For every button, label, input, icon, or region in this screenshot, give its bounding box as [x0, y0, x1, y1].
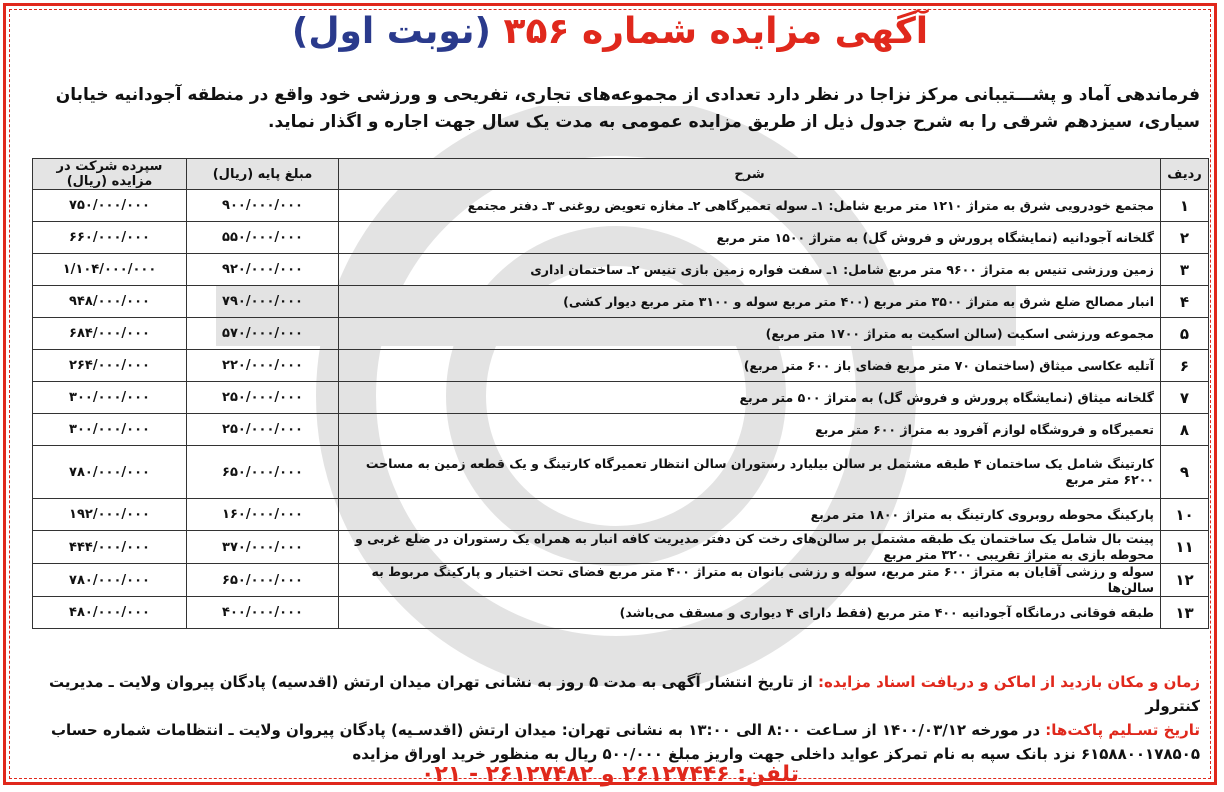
- table-row: [33, 382, 1209, 414]
- description-cell: مجتمع خودرویی شرق به متراژ ۱۲۱۰ متر مربع شامل: ۱ـ سوله تعمیرگاهی ۲ـ مغازه تعویض روغنی ۳ـ دفتر مجتمع: [339, 190, 1161, 222]
- table-row: [33, 254, 1209, 286]
- deposit-cell: ۴۴۴/۰۰۰/۰۰۰: [33, 531, 187, 564]
- phone-number: تلفن: ۲۶۱۲۷۴۴۶ و ۲۶۱۲۷۴۸۲ - ۰۲۱: [421, 762, 799, 787]
- deposit-cell: ۷۸۰/۰۰۰/۰۰۰: [33, 564, 187, 597]
- deposit-cell: ۹۴۸/۰۰۰/۰۰۰: [33, 286, 187, 318]
- description-cell: تعمیرگاه و فروشگاه لوازم آفرود به متراژ ۶۰۰ متر مربع: [339, 414, 1161, 446]
- table-header-row: [33, 159, 1209, 190]
- title-round: (نوبت اول): [291, 11, 491, 52]
- row-number-cell: ۸: [1161, 414, 1209, 446]
- deposit-cell: ۷۸۰/۰۰۰/۰۰۰: [33, 446, 187, 499]
- base-price-cell: ۹۰۰/۰۰۰/۰۰۰: [187, 190, 339, 222]
- base-price-cell: ۲۲۰/۰۰۰/۰۰۰: [187, 350, 339, 382]
- intro-text: در نظر دارد تعدادی از مجموعه‌های تجاری، تفریحی و ورزشی خود واقع در منطقه آجودانیه خیابان سیاری، سیزدهم شرقی را به شرح جدول ذیل از طریق مزایده عمومی به مدت یک سال جهت اجاره و اگذار نماید.: [55, 85, 1200, 132]
- description-cell: انبار مصالح ضلع شرق به متراژ ۳۵۰۰ متر مربع (۴۰۰ متر مربع سوله و ۳۱۰۰ متر مربع دیوار کشی): [339, 286, 1161, 318]
- base-price-cell: ۶۵۰/۰۰۰/۰۰۰: [187, 564, 339, 597]
- visit-text: از تاریخ انتشار آگهی به مدت ۵ روز به نشانی تهران میدان ارتش (اقدسیه) پادگان پیروان ولایت ـ مدیریت کنترولر: [48, 673, 1200, 715]
- base-price-cell: ۵۵۰/۰۰۰/۰۰۰: [187, 222, 339, 254]
- base-price-cell: ۲۵۰/۰۰۰/۰۰۰: [187, 414, 339, 446]
- table-row: [33, 286, 1209, 318]
- table-row: [33, 222, 1209, 254]
- row-number-cell: ۲: [1161, 222, 1209, 254]
- table-row: [33, 499, 1209, 531]
- base-price-cell: ۱۶۰/۰۰۰/۰۰۰: [187, 499, 339, 531]
- header-description: شرح: [339, 159, 1161, 190]
- deposit-cell: ۱۹۲/۰۰۰/۰۰۰: [33, 499, 187, 531]
- base-price-cell: ۵۷۰/۰۰۰/۰۰۰: [187, 318, 339, 350]
- deposit-cell: ۳۰۰/۰۰۰/۰۰۰: [33, 414, 187, 446]
- base-price-cell: ۴۰۰/۰۰۰/۰۰۰: [187, 597, 339, 629]
- table-row: [33, 564, 1209, 597]
- row-number-cell: ۹: [1161, 446, 1209, 499]
- description-cell: گلخانه میثاق (نمایشگاه پرورش و فروش گل) به متراژ ۵۰۰ متر مربع: [339, 382, 1161, 414]
- row-number-cell: ۶: [1161, 350, 1209, 382]
- row-number-cell: ۷: [1161, 382, 1209, 414]
- table-row: [33, 190, 1209, 222]
- row-number-cell: ۱۱: [1161, 531, 1209, 564]
- deposit-cell: ۴۸۰/۰۰۰/۰۰۰: [33, 597, 187, 629]
- deposit-cell: ۳۰۰/۰۰۰/۰۰۰: [33, 382, 187, 414]
- table-row: [33, 318, 1209, 350]
- description-cell: گلخانه آجودانیه (نمایشگاه پرورش و فروش گل) به متراژ ۱۵۰۰ متر مربع: [339, 222, 1161, 254]
- base-price-cell: ۶۵۰/۰۰۰/۰۰۰: [187, 446, 339, 499]
- account-info: ۶۱۵۸۸۰۰۱۷۸۵۰۵ نزد بانک سپه به نام تمرکز عواید داخلی جهت واریز مبلغ ۵۰۰/۰۰۰ ریال به منظور خرید اوراق مزایده: [352, 745, 1200, 763]
- row-number-cell: ۱: [1161, 190, 1209, 222]
- row-number-cell: ۴: [1161, 286, 1209, 318]
- deadline-text: در مورخه ۱۴۰۰/۰۳/۱۲ از سـاعت ۸:۰۰ الی ۱۳:۰۰ به نشانی تهران: میدان ارتش (اقدسـیه) پادگان پیروان ولایت ـ انتظامات شماره حساب: [50, 721, 1041, 739]
- row-number-cell: ۳: [1161, 254, 1209, 286]
- description-cell: زمین ورزشی تنیس به متراژ ۹۶۰۰ متر مربع شامل: ۱ـ سفت فواره زمین بازی تنیس ۲ـ ساختمان اداری: [339, 254, 1161, 286]
- row-number-cell: ۵: [1161, 318, 1209, 350]
- description-cell: پارکینگ محوطه روبروی کارتینگ به متراژ ۱۸۰۰ متر مربع: [339, 499, 1161, 531]
- visit-info: [20, 670, 1200, 718]
- visit-label: زمان و مکان بازدید از اماکن و دریافت اسناد مزایده:: [818, 673, 1200, 691]
- auction-notice: [3, 3, 1217, 785]
- description-cell: مجموعه ورزشی اسکیت (سالن اسکیت به متراژ ۱۷۰۰ متر مربع): [339, 318, 1161, 350]
- description-cell: سوله و رزشی آقایان به متراژ ۶۰۰ متر مربع، سوله و رزشی بانوان به متراژ ۴۰۰ متر مربع فضای تحت اختیار و پارکینگ مربوط به سالن‌ها: [339, 564, 1161, 597]
- intro-paragraph: [20, 82, 1200, 136]
- table-row: [33, 414, 1209, 446]
- row-number-cell: ۱۳: [1161, 597, 1209, 629]
- row-number-cell: ۱۲: [1161, 564, 1209, 597]
- table-row: [33, 531, 1209, 564]
- base-price-cell: ۲۵۰/۰۰۰/۰۰۰: [187, 382, 339, 414]
- table-row: [33, 446, 1209, 499]
- description-cell: آتلیه عکاسی میثاق (ساختمان ۷۰ متر مربع فضای باز ۶۰۰ متر مربع): [339, 350, 1161, 382]
- deposit-cell: ۱/۱۰۴/۰۰۰/۰۰۰: [33, 254, 187, 286]
- organization-name: فرماندهی آماد و پشـــتیبانی مرکز نزاجا: [869, 85, 1200, 105]
- description-cell: پینت بال شامل یک ساختمان یک طبقه مشتمل بر سالن‌های رخت کن دفتر مدیریت کافه انبار به همراه یک رستوران در ضلع غربی و محوطه بازی به متراژ تقریبی ۳۲۰۰ متر مربع: [339, 531, 1161, 564]
- header-row-number: ردیف: [1161, 159, 1209, 190]
- description-cell: کارتینگ شامل یک ساختمان ۴ طبقه مشتمل بر سالن بیلیارد رستوران سالن انتظار تعمیرگاه کارتینگ و یک قطعه زمین به مساحت ۶۲۰۰ متر مربع: [339, 446, 1161, 499]
- base-price-cell: ۳۷۰/۰۰۰/۰۰۰: [187, 531, 339, 564]
- header-base-price: مبلغ پایه (ریال): [187, 159, 339, 190]
- table-row: [33, 350, 1209, 382]
- deposit-cell: ۶۸۴/۰۰۰/۰۰۰: [33, 318, 187, 350]
- deposit-cell: ۶۶۰/۰۰۰/۰۰۰: [33, 222, 187, 254]
- notice-title: [6, 10, 1214, 54]
- deadline-info: [20, 718, 1200, 742]
- deadline-label: تاریخ تسـلیم پاکت‌ها:: [1045, 721, 1200, 739]
- deposit-cell: ۲۶۴/۰۰۰/۰۰۰: [33, 350, 187, 382]
- header-deposit: سپرده شرکت در مزایده (ریال): [33, 159, 187, 190]
- deposit-cell: ۷۵۰/۰۰۰/۰۰۰: [33, 190, 187, 222]
- row-number-cell: ۱۰: [1161, 499, 1209, 531]
- base-price-cell: ۹۲۰/۰۰۰/۰۰۰: [187, 254, 339, 286]
- table-row: [33, 597, 1209, 629]
- title-prefix: آگهی مزایده شماره: [581, 11, 929, 52]
- footer-info: [20, 670, 1200, 766]
- title-number: ۳۵۶: [503, 11, 570, 52]
- description-cell: طبقه فوقانی درمانگاه آجودانیه ۴۰۰ متر مربع (فقط دارای ۴ دیواری و مسقف می‌باشد): [339, 597, 1161, 629]
- base-price-cell: ۷۹۰/۰۰۰/۰۰۰: [187, 286, 339, 318]
- properties-table: [32, 158, 1209, 629]
